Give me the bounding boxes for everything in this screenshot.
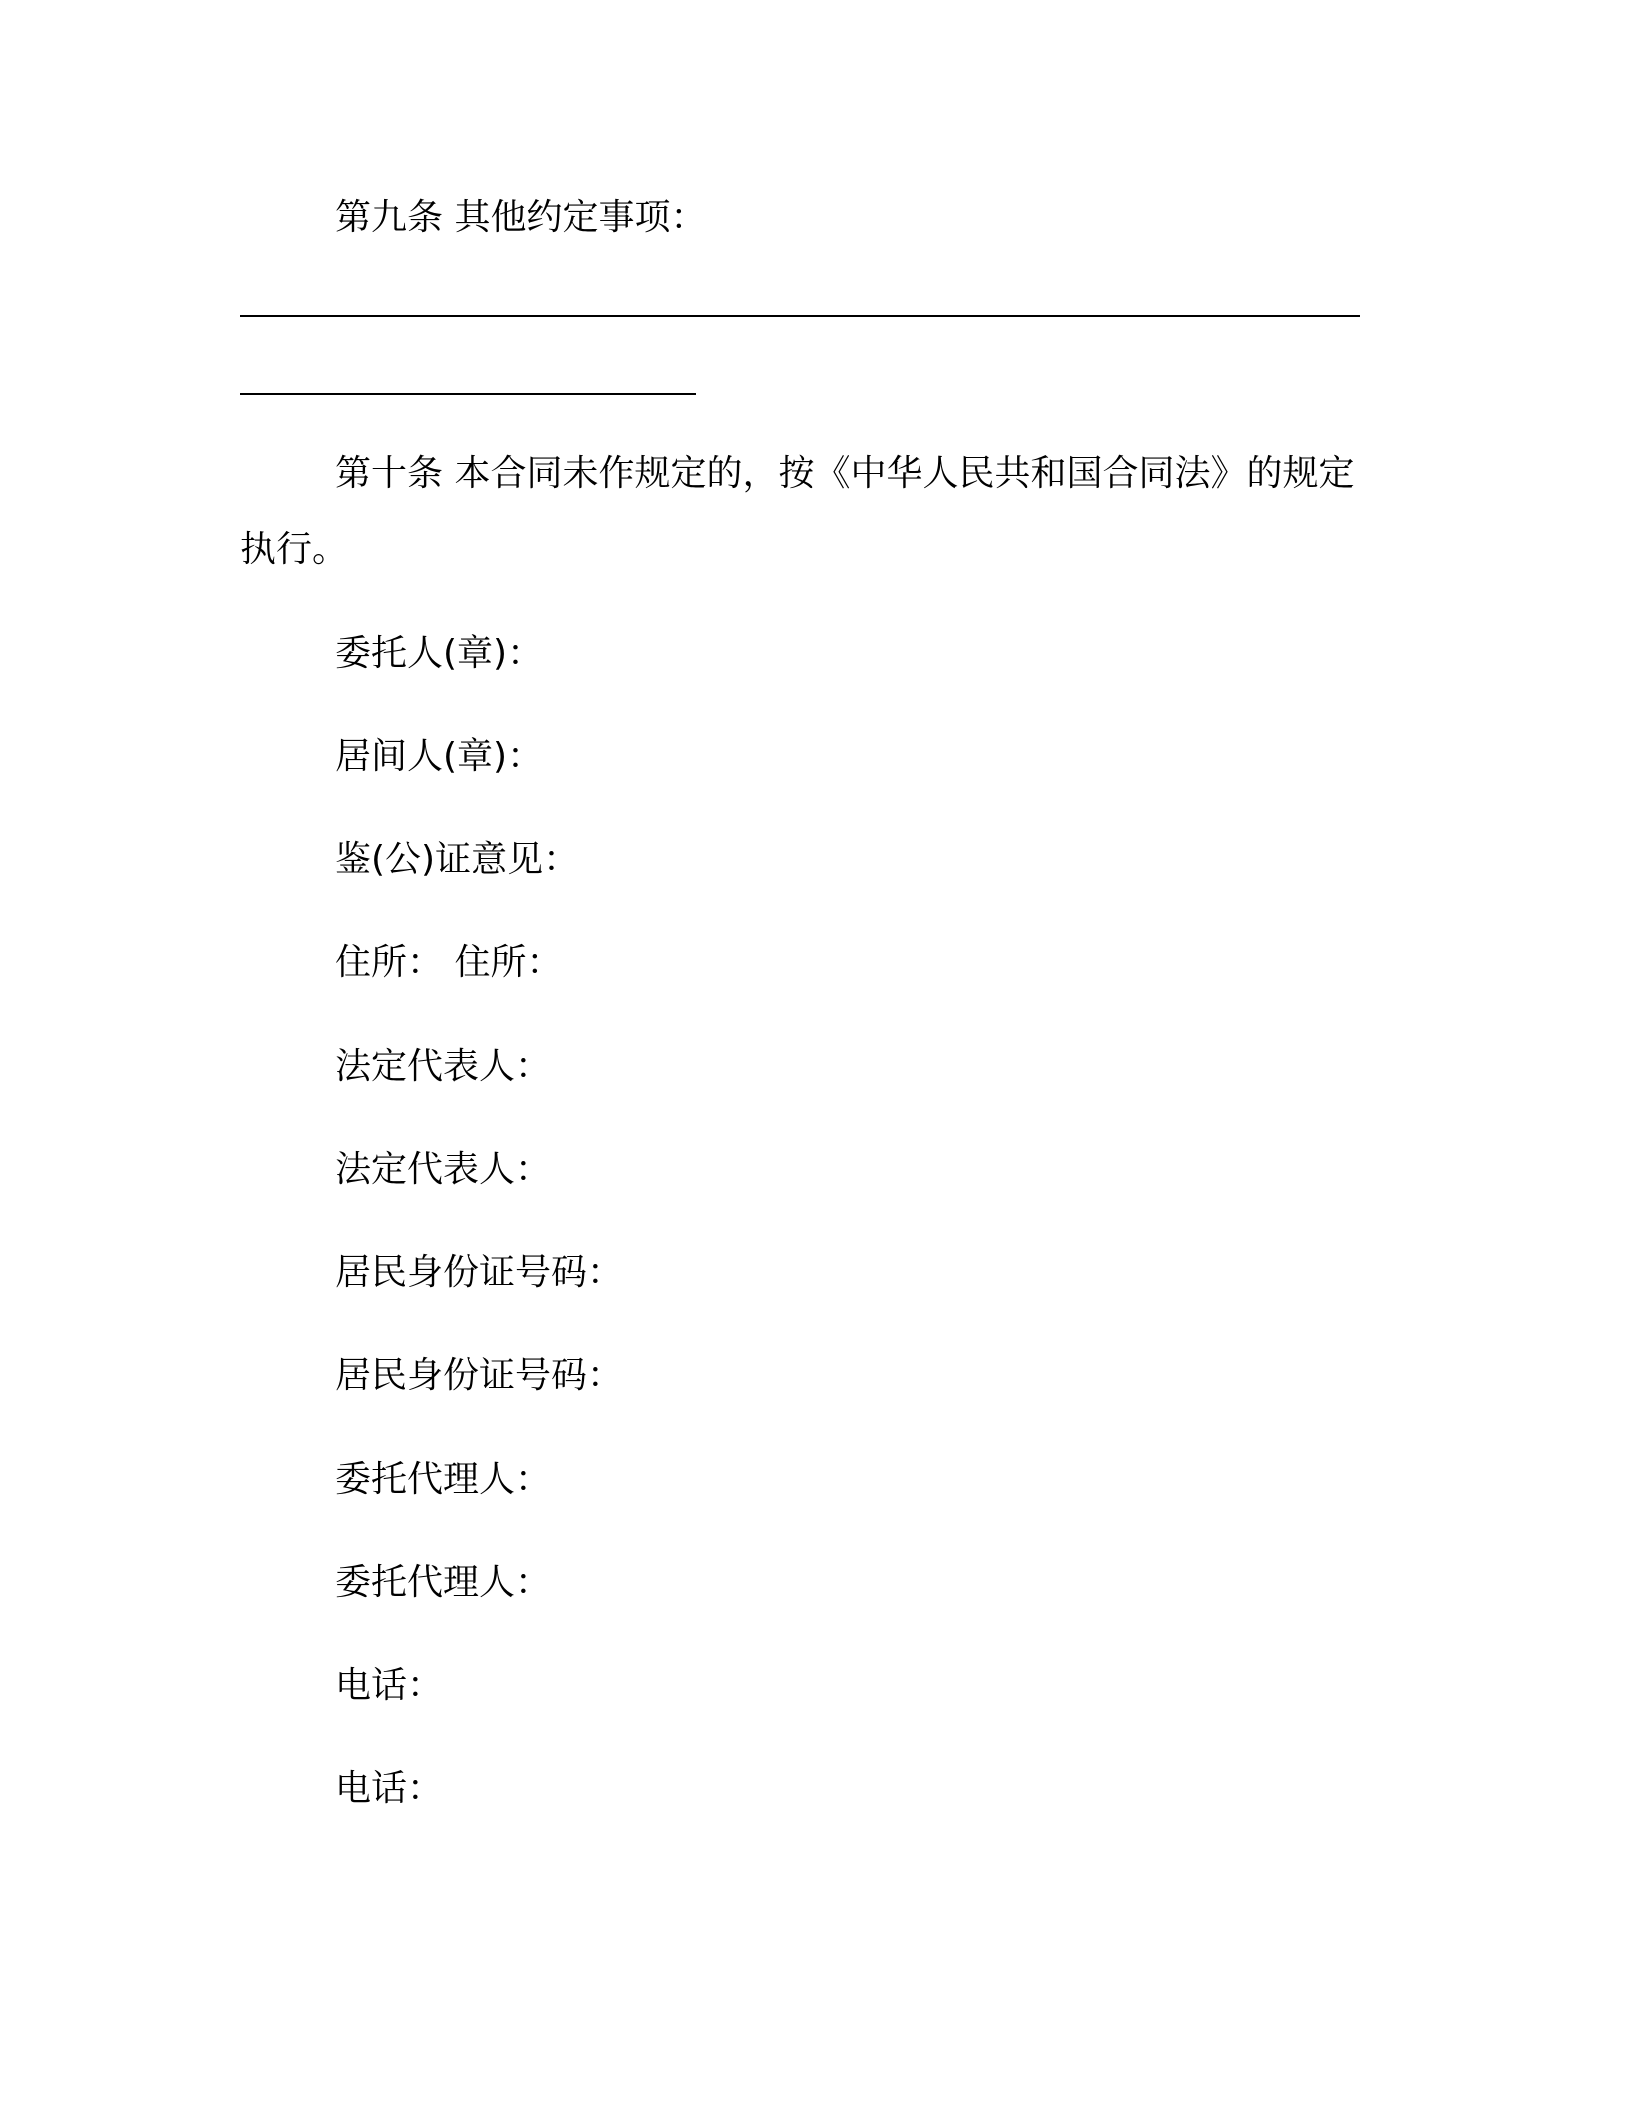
field-address: 住所： 住所：	[335, 942, 563, 983]
field-id-number-1: 居民身份证号码：	[335, 1252, 624, 1293]
field-id-number-2: 居民身份证号码：	[335, 1355, 624, 1396]
blank-line-1	[240, 315, 1360, 317]
article-9-heading: 第九条 其他约定事项：	[335, 197, 707, 238]
field-notary-opinion: 鉴(公)证意见：	[335, 839, 580, 880]
article-10-line-1: 第十条 本合同未作规定的，按《中华人民共和国合同法》的规定	[335, 453, 1355, 494]
field-broker-seal: 居间人(章)：	[335, 736, 544, 777]
field-agent-1: 委托代理人：	[335, 1459, 552, 1500]
article-10-line-2: 执行。	[240, 529, 349, 570]
field-legal-rep-2: 法定代表人：	[335, 1149, 552, 1190]
field-legal-rep-1: 法定代表人：	[335, 1046, 552, 1087]
blank-line-2	[240, 393, 696, 395]
field-agent-2: 委托代理人：	[335, 1562, 552, 1603]
field-phone-2: 电话：	[335, 1768, 444, 1809]
field-phone-1: 电话：	[335, 1665, 444, 1706]
field-client-seal: 委托人(章)：	[335, 633, 544, 674]
